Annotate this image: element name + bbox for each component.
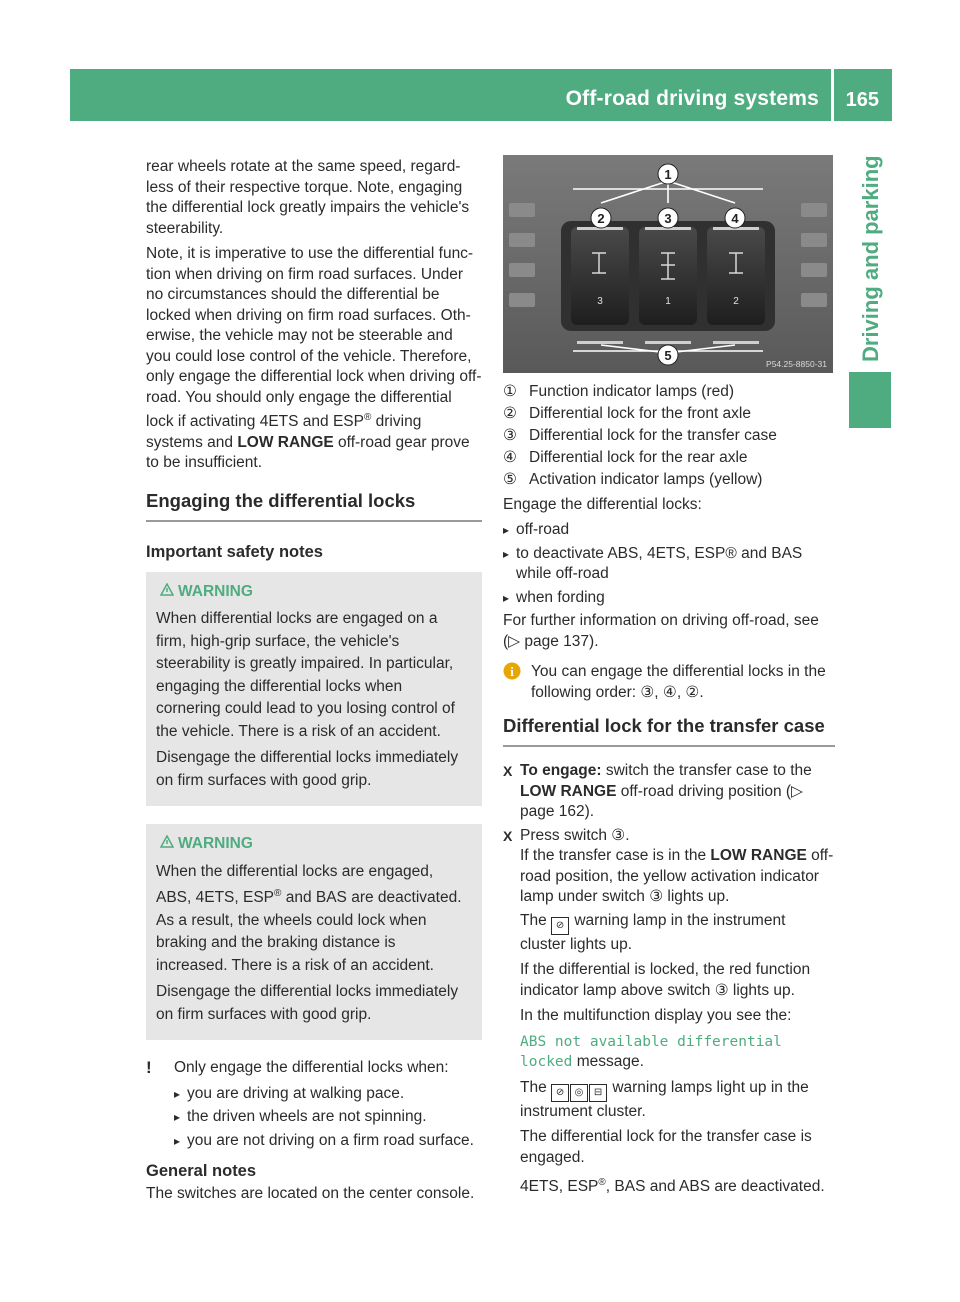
paragraph-display-intro: In the multifunction display you see the: (520, 1007, 792, 1024)
page-header (70, 69, 892, 121)
callout-3: 3 (664, 211, 672, 226)
paragraph-display-message: ABS not available differential locked message. (520, 1033, 782, 1070)
paragraph-lamps: The ⊘ ◎ ⊟ warning lamps light up in the instrument cluster. (520, 1078, 809, 1120)
section-title-transfer-case: Differential lock for the transfer case (503, 715, 835, 747)
paragraph-firm-road: Note, it is imperative to use the differential func-tion when driving on firm road surfaces. Under no circumstances should the differential be locked when driving on firm road surfaces. Oth-erwise, the vehicle may not be steerable and you could lose control of the vehicle. Therefore, only engage the differential lock when driving off-road. You should only engage the differential lock if activating 4ETS and ESP® driving systems and LOW RANGE off-road gear prove to be insufficient. (146, 245, 482, 472)
page-number: 165 (845, 89, 879, 111)
switch-label: 3 (597, 296, 603, 307)
bas-off-icon: ⊟ (589, 1084, 607, 1102)
paragraph-deactivated: 4ETS, ESP®, BAS and ABS are deactivated. (520, 1177, 825, 1196)
list-item: ▸ to deactivate ABS, 4ETS, ESP® and BAS while off-road (503, 544, 835, 585)
callout-5: 5 (664, 348, 672, 363)
center-console-photo (503, 155, 833, 373)
notice-list (174, 1084, 482, 1152)
warning-box-steerability (146, 572, 482, 807)
subtitle-general-notes: General notes (146, 1162, 257, 1181)
warning-box-abs (146, 824, 482, 1040)
display-message: ABS not available differential locked (520, 1033, 782, 1070)
paragraph-general: The switches are located on the center console. (146, 1185, 475, 1203)
abs-icon: ◎ (570, 1084, 588, 1102)
esp-off-icon: ⊘ (551, 1084, 569, 1102)
info-icon (503, 662, 521, 686)
legend-item: ④ Differential lock for the rear axle (503, 449, 748, 466)
warning-triangle-icon (160, 582, 178, 603)
paragraph-further-info: For further information on driving off-road, see (▷ page 137). (503, 612, 819, 650)
callout-1: 1 (664, 167, 672, 182)
header-divider (831, 69, 834, 121)
legend-item: ③ Differential lock for the transfer case (503, 427, 777, 444)
step-engage: X To engage: switch the transfer case to the LOW RANGE off-road driving position (▷ page 162). (503, 761, 835, 823)
esp-off-icon: ⊘ (551, 917, 569, 935)
list-item: ▸ you are not driving on a firm road surface. (174, 1131, 482, 1152)
paragraph-steerability: rear wheels rotate at the same speed, regard-less of their respective torque. Note, engaging the differential lock greatly impairs the vehicle's steerability. (146, 158, 470, 237)
switch-label: 2 (733, 296, 739, 307)
list-item: ▸ when fording (503, 588, 835, 609)
list-item: ▸ off-road (503, 520, 835, 541)
switch-label: 1 (665, 296, 671, 307)
list-item: ▸ the driven wheels are not spinning. (174, 1107, 482, 1128)
console-illustration (503, 155, 833, 373)
callout-4: 4 (731, 211, 739, 226)
warning-text: When differential locks are engaged on a firm, high-grip surface, the vehicle's steerability is greatly impaired. In particular, engaging the differential locks when cornering could lead to you losing control of the vehicle. There is a risk of an accident. (156, 610, 455, 740)
warning-heading: WARNING (156, 834, 470, 855)
warning-text: Disengage the differential locks immediately on firm surfaces with good grip. (156, 983, 459, 1023)
header-title: Off-road driving systems (565, 87, 819, 110)
notice-text: Only engage the differential locks when: (174, 1059, 449, 1077)
notice-block (146, 1058, 482, 1151)
side-tab-label: Driving and parking (858, 155, 883, 362)
notice-icon: ! (146, 1058, 152, 1078)
list-item: ▸ you are driving at walking pace. (174, 1084, 482, 1105)
legend-list (503, 382, 835, 491)
engage-list (503, 520, 835, 608)
right-column (503, 155, 835, 1203)
legend-item: ⑤ Activation indicator lamps (yellow) (503, 471, 763, 488)
callout-2: 2 (597, 211, 605, 226)
paragraph-engaged: The differential lock for the transfer case is engaged. (520, 1128, 812, 1166)
warning-text: Disengage the differential locks immediately on firm surfaces with good grip. (156, 749, 459, 789)
warning-heading: WARNING (156, 582, 470, 603)
section-title-engaging: Engaging the differential locks (146, 490, 482, 522)
svg-text:i: i (510, 664, 514, 679)
photo-caption: P54.25-8850-31 (766, 359, 827, 369)
paragraph-red-lamp: If the differential is locked, the red function indicator lamp above switch ③ lights up. (520, 961, 811, 999)
subtitle-safety-notes: Important safety notes (146, 542, 323, 561)
left-column (146, 157, 482, 1210)
info-note: i You can engage the differential locks in the following order: ③, ④, ②. (503, 662, 835, 703)
side-tab-block (849, 372, 891, 428)
warning-text: When the differential locks are engaged, ABS, 4ETS, ESP® and BAS are deactivated. As a result, the wheels could lock when braking and the braking distance is increased. There is a risk of an accident. (156, 862, 462, 974)
legend-item: ① Function indicator lamps (red) (503, 383, 735, 400)
paragraph-warning-lamp: The ⊘ warning lamp in the instrument cluster lights up. (520, 911, 786, 953)
legend-item: ② Differential lock for the front axle (503, 405, 751, 422)
step-press-switch: X Press switch ③. If the transfer case is in the LOW RANGE off-road position, the yellow activation indicator lamp under switch ③ lights up. (503, 826, 835, 908)
warning-triangle-icon (160, 834, 178, 855)
paragraph-engage-intro: Engage the differential locks: (503, 495, 702, 513)
